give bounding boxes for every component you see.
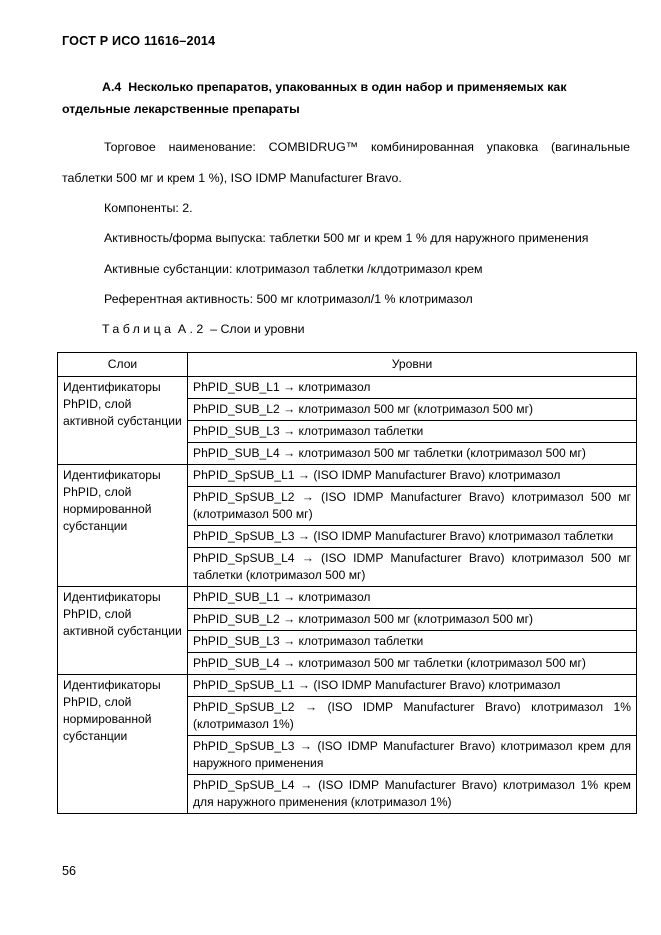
level-cell: PhPID_SUB_L2 → клотримазол 500 мг (клотримазол 500 мг) — [188, 609, 637, 631]
trade-name-line2: таблетки 500 мг и крем 1 %), ISO IDMP Manufacturer Bravo. — [62, 171, 402, 185]
level-cell: PhPID_SpSUB_L1 → (ISO IDMP Manufacturer Bravo) клотримазол — [188, 465, 637, 487]
section-title-line2: отдельные лекарственные препараты — [62, 102, 300, 116]
layers-table — [57, 352, 637, 814]
level-cell: PhPID_SpSUB_L2 → (ISO IDMP Manufacturer Bravo) клотримазол 500 мг (клотримазол 500 мг) — [188, 487, 637, 526]
level-cell: PhPID_SpSUB_L4 → (ISO IDMP Manufacturer Bravo) клотримазол 500 мг таблетки (клотримазол 500 мг) — [188, 548, 637, 587]
level-cell: PhPID_SpSUB_L1 → (ISO IDMP Manufacturer Bravo) клотримазол — [188, 675, 637, 697]
section-number: А.4 — [102, 80, 122, 94]
caption-title: Слои и уровни — [220, 322, 305, 336]
caption-dash: – — [210, 322, 218, 336]
layer-cell: Идентификаторы PhPID, слой нормированной субстанции — [58, 465, 188, 587]
section-title-line1: Несколько препаратов, упакованных в один набор и применяемых как — [128, 80, 567, 94]
level-cell: PhPID_SpSUB_L3 → (ISO IDMP Manufacturer Bravo) клотримазол крем для наружного применения — [188, 736, 637, 775]
table-row — [58, 587, 637, 609]
header-levels: Уровни — [188, 353, 637, 377]
level-cell: PhPID_SUB_L4 → клотримазол 500 мг таблетки (клотримазол 500 мг) — [188, 653, 637, 675]
header-layers: Слои — [58, 353, 188, 377]
level-cell: PhPID_SpSUB_L3 → (ISO IDMP Manufacturer Bravo) клотримазол таблетки — [188, 526, 637, 548]
table-row — [58, 675, 637, 697]
table-row — [58, 465, 637, 487]
level-cell: PhPID_SUB_L4 → клотримазол 500 мг таблетки (клотримазол 500 мг) — [188, 443, 637, 465]
layer-cell: Идентификаторы PhPID, слой активной субстанции — [58, 377, 188, 465]
page-number: 56 — [62, 864, 77, 878]
components-text: Компоненты: 2. — [104, 201, 193, 215]
document-header: ГОСТ Р ИСО 11616–2014 — [62, 34, 216, 48]
caption-number: А.2 — [177, 322, 207, 336]
level-cell: PhPID_SUB_L3 → клотримазол таблетки — [188, 631, 637, 653]
active-substances-text: Активные субстанции: клотримазол таблетки /клдотримазол крем — [104, 262, 483, 276]
level-cell: PhPID_SUB_L3 → клотримазол таблетки — [188, 421, 637, 443]
level-cell: PhPID_SUB_L1 → клотримазол — [188, 587, 637, 609]
level-cell: PhPID_SUB_L2 → клотримазол 500 мг (клотримазол 500 мг) — [188, 399, 637, 421]
table-caption — [102, 322, 305, 336]
layer-cell: Идентификаторы PhPID, слой активной субстанции — [58, 587, 188, 675]
trade-name-line1: Торговое наименование: COMBIDRUG™ комбинированная упаковка (вагинальные — [104, 140, 630, 154]
layer-cell: Идентификаторы PhPID, слой нормированной субстанции — [58, 675, 188, 814]
reference-strength-text: Референтная активность: 500 мг клотримазол/1 % клотримазол — [104, 292, 473, 306]
level-cell: PhPID_SpSUB_L4 → (ISO IDMP Manufacturer Bravo) клотримазол 1% крем для наружного применения (клотримазол 1%) — [188, 775, 637, 814]
level-cell: PhPID_SUB_L1 → клотримазол — [188, 377, 637, 399]
table-header-row — [58, 353, 637, 377]
table-row — [58, 377, 637, 399]
caption-label: Таблица — [102, 322, 175, 336]
level-cell: PhPID_SpSUB_L2 → (ISO IDMP Manufacturer Bravo) клотримазол 1% (клотримазол 1%) — [188, 697, 637, 736]
strength-form-text: Активность/форма выпуска: таблетки 500 мг и крем 1 % для наружного применения — [104, 231, 589, 245]
section-title — [62, 80, 567, 94]
